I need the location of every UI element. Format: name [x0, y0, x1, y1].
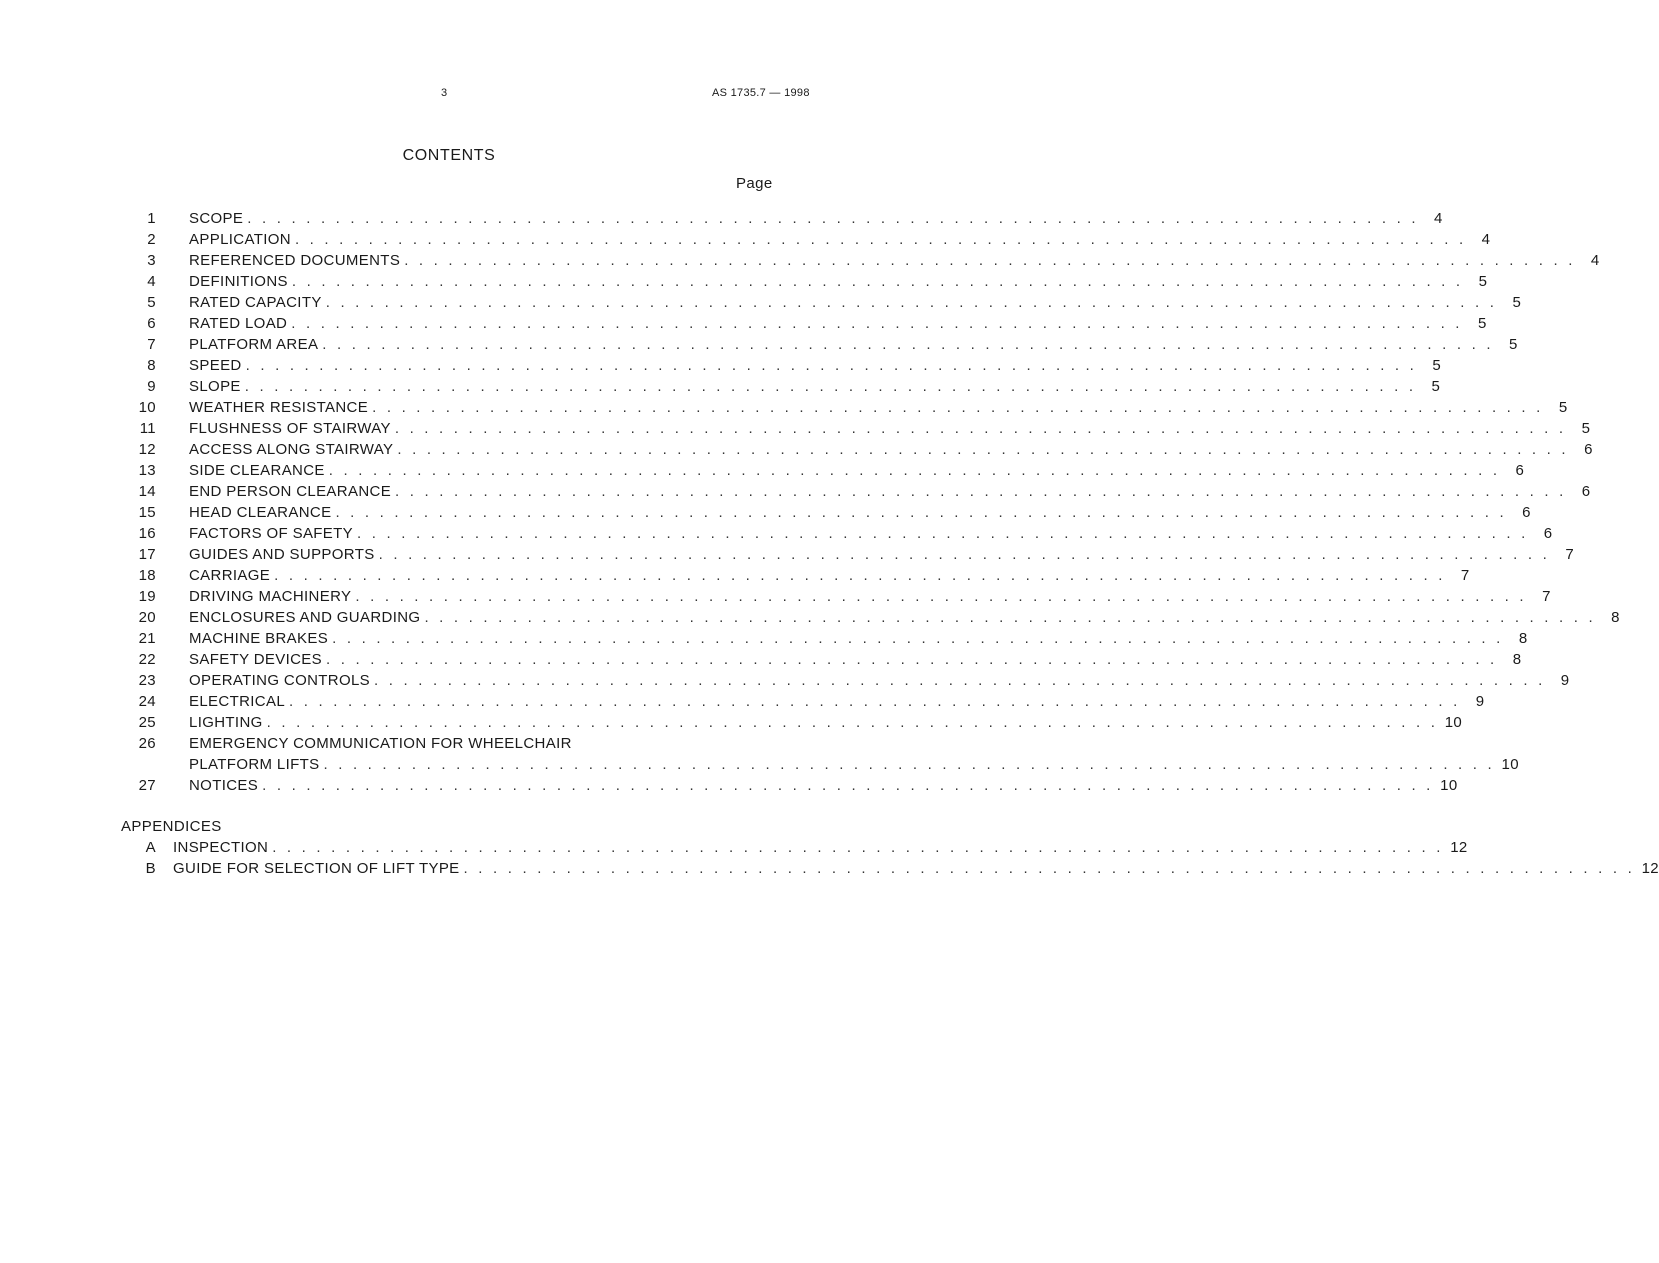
toc-entry-body — [189, 754, 1519, 775]
toc-entry-page: 10 — [1501, 756, 1519, 773]
toc-entry — [0, 754, 1519, 775]
toc-entry-title: END PERSON CLEARANCE — [189, 483, 392, 500]
toc-entry-number: 6 — [147, 315, 156, 332]
dot-leader: . . . . . . . . . . . . . . . . . . . . . . . . . . . . . . . . . . . . . . . . . . . . . . . . . . . . . . . . . . . . . . . . . . . . . . . . . . . . . . . . — [244, 378, 1417, 395]
toc-entry-title: ACCESS ALONG STAIRWAY — [189, 441, 394, 458]
toc-entry-title: RATED LOAD — [189, 315, 288, 332]
toc-entry-title: EMERGENCY COMMUNICATION FOR WHEELCHAIR — [189, 735, 572, 752]
dot-leader: . . . . . . . . . . . . . . . . . . . . . . . . . . . . . . . . . . . . . . . . . . . . . . . . . . . . . . . . . . . . . . . . . . . . . . . . . . . . . . . . — [404, 252, 1576, 269]
toc-entry-title: SPEED — [189, 357, 242, 374]
toc-entry-body — [189, 292, 1522, 313]
toc-entry-body — [189, 691, 1485, 712]
appendices-heading: APPENDICES — [121, 818, 222, 835]
toc-entry-page: 5 — [1432, 357, 1442, 374]
toc-entry-page: 5 — [1509, 336, 1518, 353]
toc-entry-body — [189, 502, 1531, 523]
toc-entry — [0, 397, 1568, 418]
toc-entry-number: 21 — [138, 630, 156, 647]
dot-leader: . . . . . . . . . . . . . . . . . . . . . . . . . . . . . . . . . . . . . . . . . . . . . . . . . . . . . . . . . . . . . . . . . . . . . . . . . . . . . . . . — [272, 839, 1444, 856]
toc-entry-title: ELECTRICAL — [189, 693, 286, 710]
toc-entry-number: 10 — [138, 399, 156, 416]
toc-entry-number: A — [145, 839, 156, 856]
toc-entry-title: SCOPE — [189, 210, 244, 227]
dot-leader: . . . . . . . . . . . . . . . . . . . . . . . . . . . . . . . . . . . . . . . . . . . . . . . . . . . . . . . . . . . . . . . . . . . . . . . . . . . . . . . . — [335, 504, 1507, 521]
toc-entry-number: 13 — [138, 462, 156, 479]
dot-leader: . . . . . . . . . . . . . . . . . . . . . . . . . . . . . . . . . . . . . . . . . . . . . . . . . . . . . . . . . . . . . . . . . . . . . . . . . . . . . . . . — [323, 756, 1495, 773]
toc-entry — [0, 460, 1525, 481]
toc-entry-page: 7 — [1542, 588, 1551, 605]
toc-entry — [0, 523, 1553, 544]
toc-entry-page: 12 — [1450, 839, 1468, 856]
toc-entry-number: 14 — [138, 483, 156, 500]
toc-entry-title: RATED CAPACITY — [189, 294, 322, 311]
toc-entry — [0, 376, 1441, 397]
toc-entry-body — [189, 439, 1593, 460]
toc-entry-title: SAFETY DEVICES — [189, 651, 322, 668]
dot-leader: . . . . . . . . . . . . . . . . . . . . . . . . . . . . . . . . . . . . . . . . . . . . . . . . . . . . . . . . . . . . . . . . . . . . . . . . . . . . . . . . — [374, 672, 1546, 689]
toc-entry-body — [189, 628, 1528, 649]
toc-entry-number: 17 — [138, 546, 156, 563]
toc-entry-number: 12 — [138, 441, 156, 458]
dot-leader: . . . . . . . . . . . . . . . . . . . . . . . . . . . . . . . . . . . . . . . . . . . . . . . . . . . . . . . . . . . . . . . . . . . . . . . . . . . . . . . . — [247, 210, 1419, 227]
toc-entry-number: 25 — [138, 714, 156, 731]
dot-leader: . . . . . . . . . . . . . . . . . . . . . . . . . . . . . . . . . . . . . . . . . . . . . . . . . . . . . . . . . . . . . . . . . . . . . . . . . . . . . . . . — [332, 630, 1504, 647]
toc-entry-number: 24 — [138, 693, 156, 710]
dot-leader: . . . . . . . . . . . . . . . . . . . . . . . . . . . . . . . . . . . . . . . . . . . . . . . . . . . . . . . . . . . . . . . . . . . . . . . . . . . . . . . . — [262, 777, 1434, 794]
dot-leader: . . . . . . . . . . . . . . . . . . . . . . . . . . . . . . . . . . . . . . . . . . . . . . . . . . . . . . . . . . . . . . . . . . . . . . . . . . . . . . . . — [424, 609, 1596, 626]
toc-entry — [0, 691, 1485, 712]
toc-entry — [0, 544, 1575, 565]
toc-entry-title: APPLICATION — [189, 231, 291, 248]
toc-entry-title: GUIDE FOR SELECTION OF LIFT TYPE — [173, 860, 460, 877]
toc-entry-number: 7 — [147, 336, 156, 353]
dot-leader: . . . . . . . . . . . . . . . . . . . . . . . . . . . . . . . . . . . . . . . . . . . . . . . . . . . . . . . . . . . . . . . . . . . . . . . . . . . . . . . . — [291, 315, 1463, 332]
toc-entry — [0, 313, 1487, 334]
toc-entry — [0, 229, 1491, 250]
toc-entry-number: 11 — [139, 420, 156, 437]
toc-entry-number: 18 — [138, 567, 156, 584]
dot-leader: . . . . . . . . . . . . . . . . . . . . . . . . . . . . . . . . . . . . . . . . . . . . . . . . . . . . . . . . . . . . . . . . . . . . . . . . . . . . . . . . — [328, 462, 1501, 479]
toc-entry-number: 22 — [138, 651, 156, 668]
toc-entry-page: 4 — [1590, 252, 1600, 269]
contents-list — [0, 208, 1620, 796]
toc-entry — [0, 292, 1522, 313]
toc-entry-title: WEATHER RESISTANCE — [189, 399, 369, 416]
toc-entry-page: 4 — [1481, 231, 1491, 248]
toc-entry — [0, 733, 892, 754]
toc-entry-body — [189, 565, 1470, 586]
toc-entry-body — [189, 397, 1568, 418]
toc-entry-page: 10 — [1444, 714, 1463, 731]
page-column-label: Page — [736, 175, 773, 192]
toc-entry-page: 5 — [1431, 378, 1441, 395]
appendices-list — [0, 837, 1659, 879]
toc-entry — [0, 628, 1528, 649]
toc-entry-body — [189, 250, 1600, 271]
toc-entry — [0, 418, 1591, 439]
toc-entry-page: 5 — [1477, 315, 1487, 332]
toc-entry-body — [189, 544, 1575, 565]
toc-entry-title: MACHINE BRAKES — [189, 630, 329, 647]
toc-entry-page: 6 — [1543, 525, 1553, 542]
toc-entry-number: 3 — [147, 252, 156, 269]
toc-entry-body — [189, 334, 1518, 355]
toc-entry-body — [189, 523, 1553, 544]
toc-entry-title: SLOPE — [189, 378, 241, 395]
toc-entry-page: 10 — [1440, 777, 1458, 794]
toc-entry-number: 1 — [147, 210, 156, 227]
toc-entry — [0, 250, 1600, 271]
toc-entry — [0, 607, 1620, 628]
dot-leader: . . . . . . . . . . . . . . . . . . . . . . . . . . . . . . . . . . . . . . . . . . . . . . . . . . . . . . . . . . . . . . . . . . . . . . . . . . . . . . . . — [378, 546, 1551, 563]
dot-leader: . . . . . . . . . . . . . . . . . . . . . . . . . . . . . . . . . . . . . . . . . . . . . . . . . . . . . . . . . . . . . . . . . . . . . . . . . . . . . . . . — [463, 860, 1635, 877]
toc-entry-body — [189, 775, 1458, 796]
toc-entry-number: 19 — [138, 588, 156, 605]
toc-entry-body — [189, 586, 1551, 607]
toc-entry-page: 12 — [1641, 860, 1659, 877]
toc-entry-page: 6 — [1584, 441, 1593, 458]
dot-leader: . . . . . . . . . . . . . . . . . . . . . . . . . . . . . . . . . . . . . . . . . . . . . . . . . . . . . . . . . . . . . . . . . . . . . . . . . . . . . . . . — [245, 357, 1418, 374]
toc-entry-number: 2 — [147, 231, 156, 248]
toc-entry-title: DEFINITIONS — [189, 273, 288, 290]
toc-entry-title: LIGHTING — [189, 714, 263, 731]
dot-leader: . . . . . . . . . . . . . . . . . . . . . . . . . . . . . . . . . . . . . . . . . . . . . . . . . . . . . . . . . . . . . . . . . . . . . . . . . . . . . . . . — [325, 294, 1498, 311]
toc-entry-title: ENCLOSURES AND GUARDING — [189, 609, 421, 626]
toc-entry-body — [189, 418, 1591, 439]
toc-entry — [0, 481, 1591, 502]
toc-entry-page: 8 — [1512, 651, 1522, 668]
dot-leader: . . . . . . . . . . . . . . . . . . . . . . . . . . . . . . . . . . . . . . . . . . . . . . . . . . . . . . . . . . . . . . . . . . . . . . . . . . . . . . . . — [266, 714, 1439, 731]
toc-entry-body — [173, 858, 1659, 879]
dot-leader: . . . . . . . . . . . . . . . . . . . . . . . . . . . . . . . . . . . . . . . . . . . . . . . . . . . . . . . . . . . . . . . . . . . . . . . . . . . . . . . . — [357, 525, 1529, 542]
toc-entry-body — [189, 460, 1525, 481]
toc-entry-body — [189, 670, 1570, 691]
toc-entry — [0, 586, 1551, 607]
toc-entry-body — [189, 313, 1487, 334]
toc-entry-number: 16 — [138, 525, 156, 542]
dot-leader: . . . . . . . . . . . . . . . . . . . . . . . . . . . . . . . . . . . . . . . . . . . . . . . . . . . . . . . . . . . . . . . . . . . . . . . . . . . . . . . . — [291, 273, 1464, 290]
toc-entry — [0, 670, 1570, 691]
page-title: CONTENTS — [402, 147, 496, 164]
toc-entry-body — [189, 271, 1488, 292]
toc-entry-page: 5 — [1512, 294, 1522, 311]
dot-leader: . . . . . . . . . . . . . . . . . . . . . . . . . . . . . . . . . . . . . . . . . . . . . . . . . . . . . . . . . . . . . . . . . . . . . . . . . . . . . . . . — [274, 567, 1446, 584]
toc-entry-title: DRIVING MACHINERY — [189, 588, 352, 605]
toc-entry — [0, 502, 1531, 523]
toc-entry-number: B — [145, 860, 156, 877]
toc-entry-page: 7 — [1565, 546, 1575, 563]
toc-entry-body — [189, 649, 1522, 670]
toc-entry — [0, 565, 1470, 586]
dot-leader: . . . . . . . . . . . . . . . . . . . . . . . . . . . . . . . . . . . . . . . . . . . . . . . . . . . . . . . . . . . . . . . . . . . . . . . . . . . . . . . . — [355, 588, 1527, 605]
toc-entry-title: REFERENCED DOCUMENTS — [189, 252, 401, 269]
toc-entry-page: 7 — [1460, 567, 1470, 584]
toc-entry — [0, 649, 1522, 670]
toc-entry-number: 5 — [147, 294, 156, 311]
header-standard-number: AS 1735.7 — 1998 — [712, 87, 810, 99]
toc-entry-title: GUIDES AND SUPPORTS — [189, 546, 375, 563]
toc-entry-page: 5 — [1581, 420, 1591, 437]
toc-entry-number: 20 — [138, 609, 156, 626]
dot-leader: . . . . . . . . . . . . . . . . . . . . . . . . . . . . . . . . . . . . . . . . . . . . . . . . . . . . . . . . . . . . . . . . . . . . . . . . . . . . . . . . — [394, 420, 1567, 437]
toc-entry-page: 4 — [1434, 210, 1443, 227]
toc-entry-page: 8 — [1611, 609, 1620, 626]
toc-entry-body — [189, 481, 1591, 502]
dot-leader: . . . . . . . . . . . . . . . . . . . . . . . . . . . . . . . . . . . . . . . . . . . . . . . . . . . . . . . . . . . . . . . . . . . . . . . . . . . . . . . . — [289, 693, 1461, 710]
toc-entry-body — [189, 355, 1442, 376]
toc-entry — [0, 208, 1443, 229]
toc-entry-title: SIDE CLEARANCE — [189, 462, 325, 479]
header-page-number: 3 — [441, 87, 448, 99]
toc-entry — [0, 712, 1463, 733]
toc-entry-body — [189, 712, 1463, 733]
toc-entry-number: 15 — [138, 504, 156, 521]
toc-entry-title: CARRIAGE — [189, 567, 271, 584]
toc-entry-number: 4 — [147, 273, 156, 290]
toc-entry-number: 8 — [147, 357, 156, 374]
toc-entry-title: FACTORS OF SAFETY — [189, 525, 354, 542]
toc-entry-number: 23 — [138, 672, 156, 689]
toc-entry-number: 27 — [138, 777, 156, 794]
dot-leader: . . . . . . . . . . . . . . . . . . . . . . . . . . . . . . . . . . . . . . . . . . . . . . . . . . . . . . . . . . . . . . . . . . . . . . . . . . . . . . . . — [294, 231, 1467, 248]
toc-entry-page: 9 — [1475, 693, 1485, 710]
dot-leader: . . . . . . . . . . . . . . . . . . . . . . . . . . . . . . . . . . . . . . . . . . . . . . . . . . . . . . . . . . . . . . . . . . . . . . . . . . . . . . . . — [322, 336, 1494, 353]
toc-entry-title: PLATFORM AREA — [189, 336, 319, 353]
dot-leader: . . . . . . . . . . . . . . . . . . . . . . . . . . . . . . . . . . . . . . . . . . . . . . . . . . . . . . . . . . . . . . . . . . . . . . . . . . . . . . . . — [395, 483, 1567, 500]
toc-entry — [0, 355, 1442, 376]
toc-entry-page: 5 — [1558, 399, 1568, 416]
toc-entry-title: FLUSHNESS OF STAIRWAY — [189, 420, 391, 437]
toc-entry — [0, 837, 1468, 858]
toc-entry-title: NOTICES — [189, 777, 259, 794]
toc-entry-page: 9 — [1560, 672, 1570, 689]
toc-entry-page: 6 — [1522, 504, 1531, 521]
toc-entry-title: PLATFORM LIFTS — [189, 756, 320, 773]
toc-entry-title: INSPECTION — [173, 839, 269, 856]
toc-entry — [0, 858, 1659, 879]
toc-entry-number: 9 — [147, 378, 156, 395]
dot-leader: . . . . . . . . . . . . . . . . . . . . . . . . . . . . . . . . . . . . . . . . . . . . . . . . . . . . . . . . . . . . . . . . . . . . . . . . . . . . . . . . — [397, 441, 1569, 458]
dot-leader: . . . . . . . . . . . . . . . . . . . . . . . . . . . . . . . . . . . . . . . . . . . . . . . . . . . . . . . . . . . . . . . . . . . . . . . . . . . . . . . . — [326, 651, 1498, 668]
toc-entry-body — [189, 733, 795, 754]
toc-entry-title: HEAD CLEARANCE — [189, 504, 332, 521]
toc-entry-page: 5 — [1478, 273, 1488, 290]
toc-entry-number: 26 — [138, 735, 156, 752]
toc-entry-page: 6 — [1581, 483, 1591, 500]
toc-entry-body — [189, 208, 1443, 229]
toc-entry — [0, 271, 1488, 292]
toc-entry-body — [189, 376, 1441, 397]
toc-entry-title: OPERATING CONTROLS — [189, 672, 371, 689]
toc-entry — [0, 439, 1593, 460]
toc-entry — [0, 775, 1458, 796]
toc-entry-body — [173, 837, 1468, 858]
toc-entry-page: 6 — [1515, 462, 1525, 479]
toc-entry-body — [189, 229, 1491, 250]
toc-entry — [0, 334, 1518, 355]
dot-leader: . . . . . . . . . . . . . . . . . . . . . . . . . . . . . . . . . . . . . . . . . . . . . . . . . . . . . . . . . . . . . . . . . . . . . . . . . . . . . . . . — [372, 399, 1544, 416]
toc-entry-body — [189, 607, 1620, 628]
toc-entry-page: 8 — [1518, 630, 1528, 647]
